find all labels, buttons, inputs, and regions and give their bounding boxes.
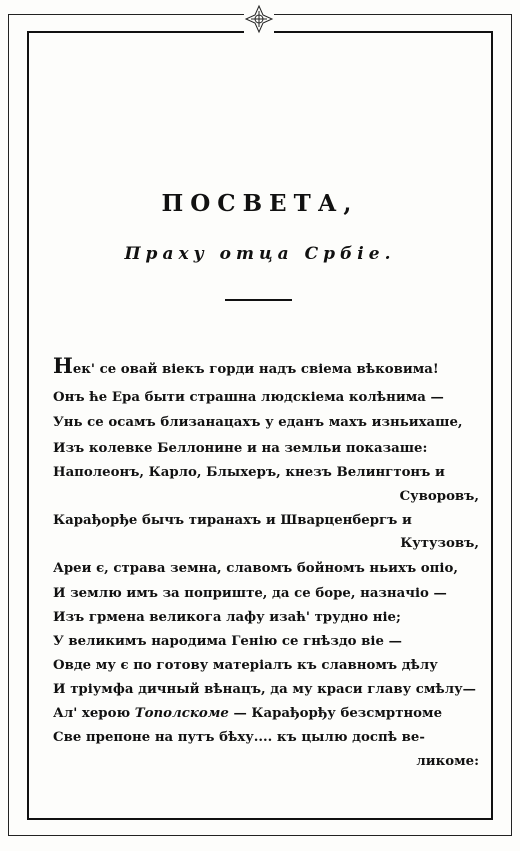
poem-line-14: И тріумфа дичный вѣнацъ, да му краси главу смѣлу— — [53, 682, 476, 697]
poem-line-16: Све препоне на путъ бѣху.... къ цылю доспѣ ве- — [53, 730, 425, 745]
poem-line-13: Овде му є по готову матеріалъ къ славномъ дѣлу — [53, 658, 438, 673]
poem-line-6: Суворовъ, — [399, 489, 479, 504]
poem-line-15: Ал' херою Тополскоме — Карађорђу безсмртноме — [53, 706, 443, 721]
divider-rule — [225, 299, 292, 301]
poem-line-4: Изъ колевке Беллонине и на земльи показаше: — [53, 441, 428, 456]
poem-line-8: Кутузовъ, — [400, 536, 479, 551]
poem-line-7: Карађорђе бычъ тиранахъ и Шварценбергъ и — [53, 513, 412, 528]
poem-line-17: ликоме: — [416, 754, 479, 769]
poem-line-10: И землю имъ за поприште, да се боре, назначіо — — [53, 586, 447, 601]
poem-line-9: Ареи є, страва земна, славомъ бойномъ ньихъ опіо, — [53, 561, 458, 576]
poem-line-12: У великимъ народима Генію се гнѣздо віе — — [53, 634, 402, 649]
page-title: ПОСВЕТА, — [161, 190, 359, 217]
poem-line-3: Унь се осамъ близанацахъ у еданъ махъ изньихаше, — [53, 415, 463, 430]
poem-line-2: Онъ ће Ера быти страшна людскіема колѣнима — — [53, 390, 444, 405]
poem-line-5: Наполеонъ, Карло, Блыхеръ, кнезъ Велингтонъ и — [53, 465, 445, 480]
drop-cap: Н — [53, 353, 73, 378]
emphasized-name: Тополскоме — [134, 706, 229, 721]
ornament-icon — [244, 4, 274, 34]
page-subtitle: Праху отца Србіе. — [124, 244, 396, 264]
poem-line-1: Нек' се овай віекъ горди надъ свіема вѣковима! — [53, 353, 439, 378]
poem-line-11: Изъ грмена великога лафу изаћ' трудно ніе; — [53, 610, 401, 625]
